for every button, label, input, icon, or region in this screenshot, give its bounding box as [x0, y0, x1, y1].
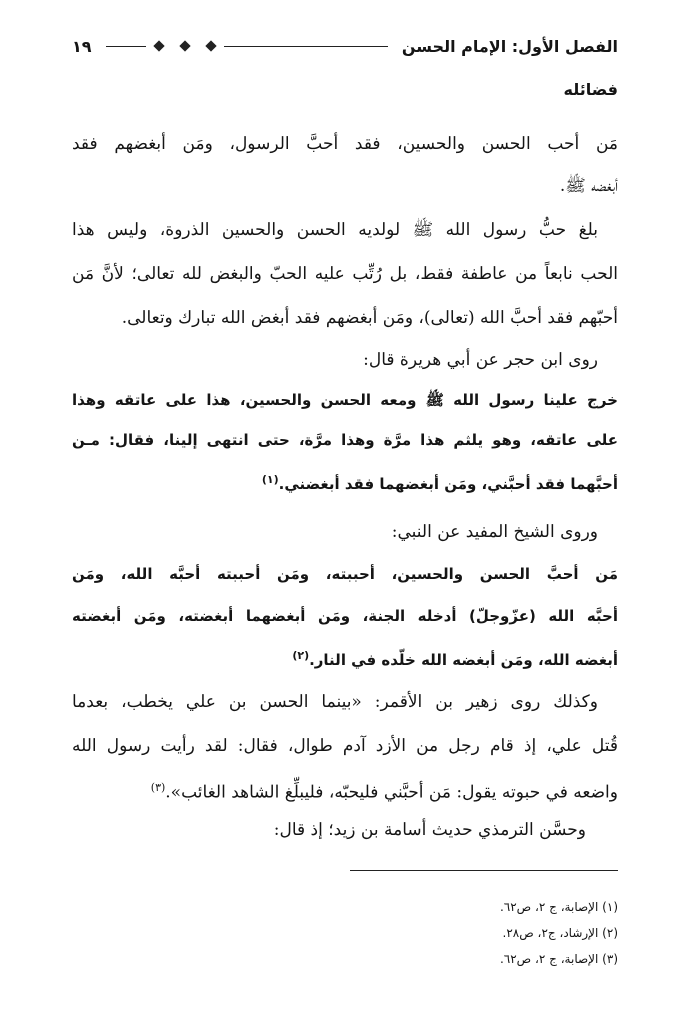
page-header [72, 30, 618, 62]
quote-line [72, 460, 618, 500]
footnote: (٣) الإصابة، ج ٢، ص٦٢. [499, 952, 618, 966]
diamond-ornament-icon [153, 40, 164, 51]
footnote-mark: (١) [261, 473, 279, 486]
diamond-ornament-icon [205, 40, 216, 51]
body-line: مَن أحب الحسن والحسين، فقد أحبَّ الرسول، ومَن أبغضهم فقد [72, 134, 618, 154]
body-line: وكذلك روى زهير بن الأقمر: «بينما الحسن بن علي يخطب، بعدما [72, 692, 598, 712]
header-ornament-rule [106, 42, 388, 50]
running-head: الفصل الأول: الإمام الحسن [401, 36, 618, 56]
header-rule-line-short [106, 46, 146, 47]
quote-line: على عاتقه، وهو يلثم هذا مرَّة وهذا مرَّة، حتى انتهى إلينا، فقال: مـن [72, 431, 618, 449]
body-text: واضعه في حبوته يقول: مَن أحبَّني فليحبّه، فليبلِّغ الشاهد الغائب». [165, 782, 618, 803]
header-rule-line [224, 46, 388, 47]
body-line: أبغضه ﷺ. [559, 176, 618, 196]
body-line: وحسَّن الترمذي حديث أسامة بن زيد؛ إذ قال: [273, 820, 586, 840]
footnote: (١) الإصابة، ج ٢، ص٦٢. [499, 900, 618, 914]
section-title: فضائله [563, 80, 618, 99]
quote-line: مَن أحبَّ الحسن والحسين، أحببته، ومَن أحببته أحبَّه الله، ومَن [72, 565, 618, 583]
page-number: ١٩ [72, 36, 92, 56]
diamond-ornament-icon [179, 40, 190, 51]
footnote: (٢) الإرشاد، ج٢، ص٢٨. [502, 926, 618, 940]
footnote-mark: (٢) [292, 649, 310, 662]
quote-text: أبغضه الله، ومَن أبغضه الله خلّده في النار. [309, 651, 618, 669]
body-line: بلغ حبُّ رسول الله ﷺ لولديه الحسن والحسين الذروة، وليس هذا [72, 220, 598, 240]
body-line: وروى الشيخ المفيد عن النبي: [391, 522, 598, 542]
body-line: الحب نابعاً من عاطفة فقط، بل رُتِّب عليه الحبّ والبغض لله تعالى؛ لأنَّ مَن [72, 264, 618, 284]
quote-text: أحبَّهما فقد أحبَّني، ومَن أبغضهما فقد أبغضني. [278, 475, 618, 493]
footnote-mark: (٣) [150, 781, 166, 794]
quote-line: خرج علينا رسول الله ﷺ ومعه الحسن والحسين، هذا على عاتقه وهذا [72, 391, 618, 409]
footnote-separator [350, 870, 618, 871]
body-line: قُتل علي، إذ قام رجل من الأزد آدم طوال، فقال: لقد رأيت رسول الله [72, 736, 618, 756]
body-line: روى ابن حجر عن أبي هريرة قال: [363, 350, 598, 370]
quote-line: أحبَّه الله (عزّوجلّ) أدخله الجنة، ومَن أبغضهما أبغضته، ومَن أبغضته [72, 607, 618, 625]
body-line: أحبّهم فقد أحبَّ الله (تعالى)، ومَن أبغضهم فقد أبغض الله تبارك وتعالى. [121, 308, 618, 328]
body-line [72, 768, 618, 808]
quote-line [72, 636, 618, 676]
